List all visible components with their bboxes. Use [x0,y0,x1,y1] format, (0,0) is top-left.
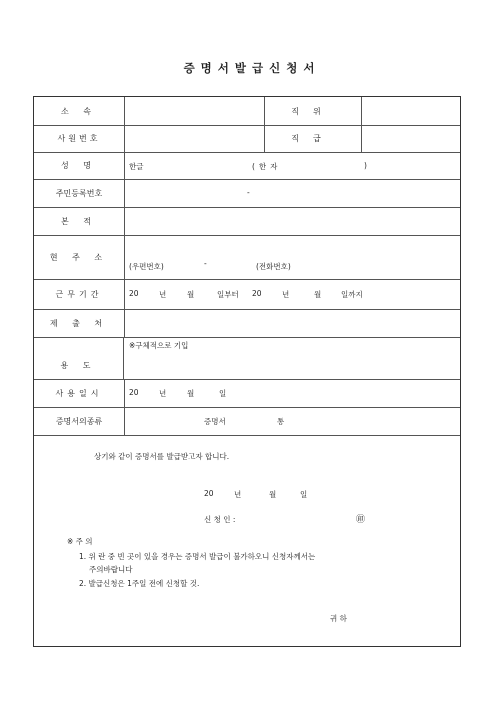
period-until: 일까지 [341,290,363,299]
row-cert-type [34,407,460,436]
seal-mark: ㊞ [356,515,366,525]
address-postal: (우편번호) [129,262,164,271]
row-period [34,279,460,310]
period-year2-num: 20 [252,289,262,298]
use-date-day: 일 [219,389,227,398]
date-day: 일 [300,490,308,499]
row-use-date [34,379,460,408]
label-name: 성 명 [34,152,125,179]
period-year1-num: 20 [129,289,139,298]
row-purpose [34,337,460,380]
label-rank: 직급 [264,125,362,152]
row-employee-no [34,125,460,153]
row-origin [34,207,460,236]
use-date-year-num: 20 [129,388,139,397]
label-submit-to: 제 출 처 [34,309,125,337]
label-origin: 본 적 [34,207,125,235]
name-hanja-close: ) [364,161,367,170]
request-statement: 상기와 같이 증명서를 발급받고자 합니다. [94,452,230,461]
document-title: 증명서발급신청서 [183,61,321,75]
row-name [34,152,460,180]
date-year-num: 20 [204,489,214,498]
name-hangul: 한글 [129,162,144,171]
label-employee-no: 사원번호 [34,125,125,152]
cert-type-cert: 증명서 [204,417,226,426]
label-resident-no: 주민등록번호 [34,179,125,207]
period-year1: 년 [159,290,167,299]
note-1-continued: 주의바랍니다 [89,565,133,574]
applicant-label: 신 청 인 : [204,515,236,524]
label-purpose: 용 도 [34,337,124,379]
application-form [33,96,461,647]
row-resident-no [34,179,460,208]
period-month2: 월 [314,290,322,299]
period-year2: 년 [282,290,290,299]
row-submit-to [34,309,460,338]
period-from: 일부터 [217,290,239,299]
label-position: 직위 [264,97,362,125]
address-dash: - [204,259,207,268]
label-address: 현 주 소 [34,235,125,279]
purpose-hint: ※구체적으로 기입 [129,341,189,350]
note-2: 2. 발급신청은 1주일 전에 신청할 것. [79,579,200,588]
date-year: 년 [234,490,242,499]
name-hanja-open: (한자 [252,162,282,171]
date-month: 월 [269,490,277,499]
label-period: 근무기간 [34,279,125,309]
label-use-date: 사용일시 [34,379,125,407]
row-address [34,235,460,280]
resident-no-dash: - [247,188,250,197]
use-date-month: 월 [187,389,195,398]
period-month1: 월 [187,290,195,299]
note-title: ※ 주 의 [67,537,93,546]
label-cert-type: 증명서의종류 [34,407,125,435]
label-affiliation: 소 속 [34,97,125,125]
use-date-year: 년 [159,389,167,398]
note-1: 1. 위 란 중 빈 곳이 있을 경우는 증명서 발급이 불가하오니 신청자께서는 [79,552,316,561]
address-phone: (전화번호) [256,262,291,271]
addressee: 귀 하 [330,614,347,623]
cert-type-count: 통 [277,417,285,426]
row-affiliation [34,97,460,126]
